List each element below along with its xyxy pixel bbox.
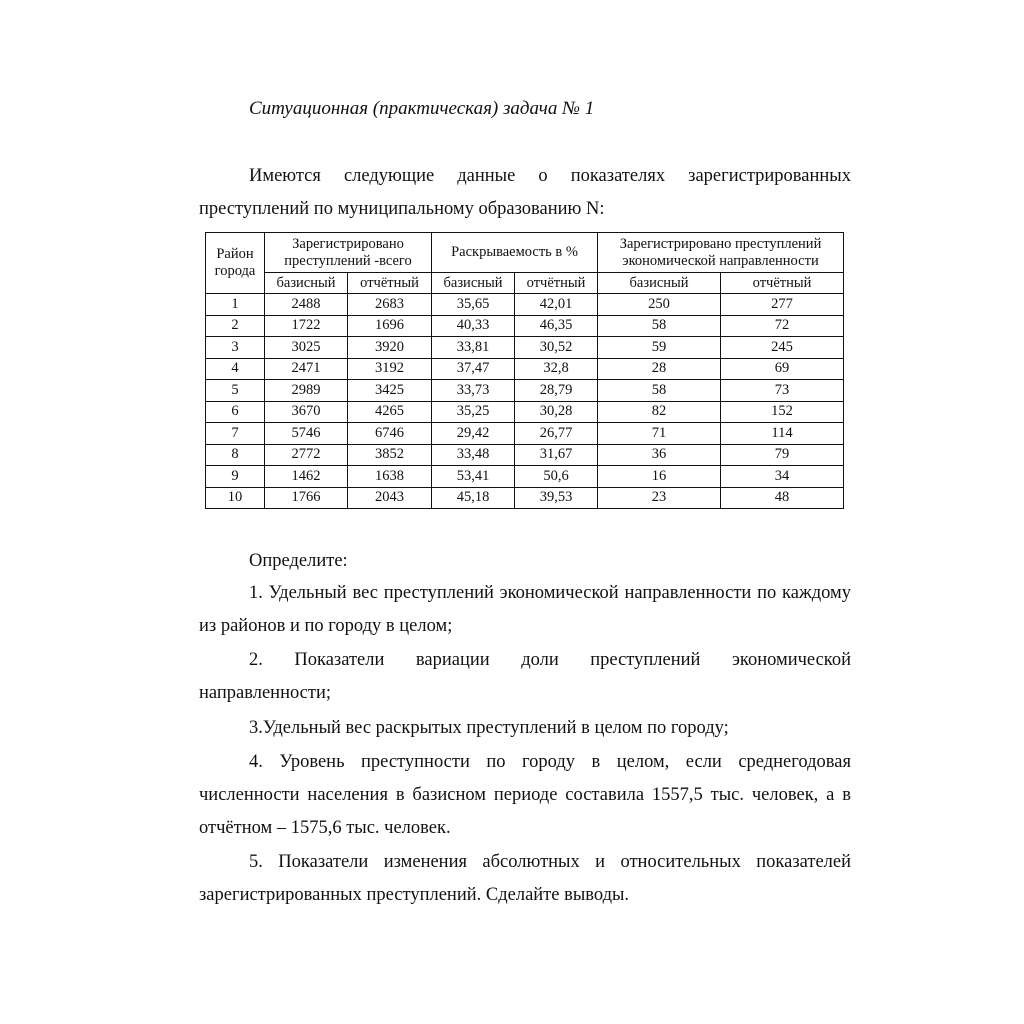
table-cell: 1	[206, 294, 265, 316]
question-3: 3.Удельный вес раскрытых преступлений в целом по городу;	[249, 718, 729, 738]
header-clearance-report: отчётный	[515, 273, 598, 294]
table-cell: 39,53	[515, 487, 598, 509]
header-economic: Зарегистрировано преступлений экономической направленности	[598, 233, 844, 273]
table-cell: 245	[721, 337, 844, 359]
table-cell: 36	[598, 444, 721, 466]
header-clearance: Раскрываемость в %	[432, 233, 598, 273]
table-cell: 1638	[348, 466, 432, 488]
table-cell: 29,42	[432, 423, 515, 445]
table-cell: 9	[206, 466, 265, 488]
table-cell: 152	[721, 401, 844, 423]
table-cell: 3025	[265, 337, 348, 359]
question-1: 1. Удельный вес преступлений экономической направленности по каждому из районов и по городу в целом;	[199, 583, 851, 636]
table-cell: 40,33	[432, 315, 515, 337]
table-cell: 79	[721, 444, 844, 466]
table-cell: 31,67	[515, 444, 598, 466]
table-cell: 10	[206, 487, 265, 509]
table-cell: 30,52	[515, 337, 598, 359]
header-economic-report: отчётный	[721, 273, 844, 294]
table-cell: 2683	[348, 294, 432, 316]
table-cell: 3425	[348, 380, 432, 402]
table-cell: 2043	[348, 487, 432, 509]
header-economic-base: базисный	[598, 273, 721, 294]
table-cell: 28	[598, 358, 721, 380]
table-cell: 33,81	[432, 337, 515, 359]
table-cell: 53,41	[432, 466, 515, 488]
table-cell: 2471	[265, 358, 348, 380]
table-cell: 45,18	[432, 487, 515, 509]
table-row	[206, 358, 844, 380]
table-cell: 32,8	[515, 358, 598, 380]
table-cell: 30,28	[515, 401, 598, 423]
table-cell: 71	[598, 423, 721, 445]
table-row	[206, 380, 844, 402]
table-cell: 3852	[348, 444, 432, 466]
table-row	[206, 294, 844, 316]
table-cell: 23	[598, 487, 721, 509]
question-5: 5. Показатели изменения абсолютных и относительных показателей зарегистрированных преступлений. Сделайте выводы.	[199, 852, 851, 905]
table-cell: 2772	[265, 444, 348, 466]
table-cell: 4265	[348, 401, 432, 423]
crime-data-table-wrapper	[205, 232, 843, 509]
table-cell: 1696	[348, 315, 432, 337]
table-cell: 3192	[348, 358, 432, 380]
table-cell: 1462	[265, 466, 348, 488]
table-cell: 33,48	[432, 444, 515, 466]
table-cell: 72	[721, 315, 844, 337]
table-cell: 250	[598, 294, 721, 316]
table-row	[206, 487, 844, 509]
table-row	[206, 423, 844, 445]
header-clearance-base: базисный	[432, 273, 515, 294]
table-cell: 3920	[348, 337, 432, 359]
question-4: 4. Уровень преступности по городу в целом, если среднегодовая численности населения в базисном периоде составила 1557,5 тыс. человек, а в отчётном – 1575,6 тыс. человек.	[199, 752, 851, 838]
table-cell: 2	[206, 315, 265, 337]
intro-paragraph: Имеются следующие данные о показателях зарегистрированных преступлений по муниципальному образованию N:	[199, 166, 851, 219]
table-cell: 58	[598, 380, 721, 402]
table-cell: 2989	[265, 380, 348, 402]
table-cell: 5746	[265, 423, 348, 445]
table-row	[206, 337, 844, 359]
table-cell: 5	[206, 380, 265, 402]
table-cell: 6746	[348, 423, 432, 445]
header-total-base: базисный	[265, 273, 348, 294]
table-row	[206, 444, 844, 466]
header-total-report: отчётный	[348, 273, 432, 294]
table-cell: 35,25	[432, 401, 515, 423]
table-cell: 33,73	[432, 380, 515, 402]
table-cell: 42,01	[515, 294, 598, 316]
table-row	[206, 315, 844, 337]
table-cell: 35,65	[432, 294, 515, 316]
table-cell: 73	[721, 380, 844, 402]
table-cell: 3	[206, 337, 265, 359]
table-cell: 48	[721, 487, 844, 509]
table-cell: 26,77	[515, 423, 598, 445]
table-cell: 28,79	[515, 380, 598, 402]
document-page	[199, 0, 851, 1024]
crime-data-table	[205, 232, 844, 509]
table-cell: 3670	[265, 401, 348, 423]
question-2: 2. Показатели вариации доли преступлений экономической направленности;	[199, 650, 851, 703]
table-row	[206, 401, 844, 423]
define-heading: Определите:	[249, 551, 348, 571]
table-cell: 58	[598, 315, 721, 337]
table-cell: 1722	[265, 315, 348, 337]
table-cell: 4	[206, 358, 265, 380]
header-total: Зарегистрировано преступлений -всего	[265, 233, 432, 273]
table-cell: 114	[721, 423, 844, 445]
task-title: Ситуационная (практическая) задача № 1	[249, 98, 595, 119]
table-cell: 82	[598, 401, 721, 423]
table-cell: 2488	[265, 294, 348, 316]
table-cell: 59	[598, 337, 721, 359]
table-cell: 46,35	[515, 315, 598, 337]
table-cell: 8	[206, 444, 265, 466]
header-district: Район города	[206, 233, 265, 294]
table-row	[206, 466, 844, 488]
table-cell: 69	[721, 358, 844, 380]
table-cell: 16	[598, 466, 721, 488]
table-cell: 34	[721, 466, 844, 488]
table-cell: 277	[721, 294, 844, 316]
table-cell: 1766	[265, 487, 348, 509]
table-cell: 37,47	[432, 358, 515, 380]
table-cell: 7	[206, 423, 265, 445]
table-cell: 6	[206, 401, 265, 423]
table-cell: 50,6	[515, 466, 598, 488]
